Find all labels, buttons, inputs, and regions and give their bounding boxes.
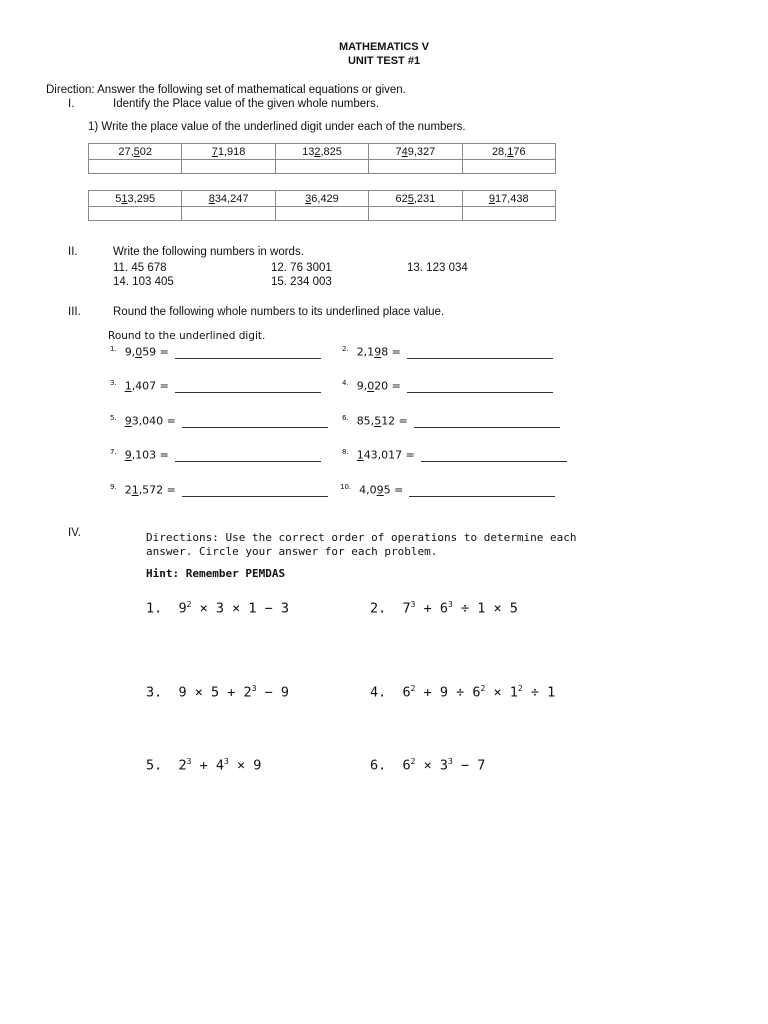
list-item: 11. 45 678 [113, 262, 167, 274]
problem-3: 3. $9 \times 5 + 2^3 - 9$ [146, 684, 290, 701]
answer-line[interactable] [182, 485, 328, 497]
table-cell: 132,825 [275, 144, 368, 160]
rounding-item: $^{3.}$ 1,407 = [110, 379, 321, 393]
part3-subheading: Round to the underlined digit. [108, 330, 266, 342]
part4-directions: Directions: Use the correct order of operations to determine each [146, 531, 577, 544]
list-item: 15. 234 003 [271, 276, 332, 288]
part1-numeral: I. [68, 98, 75, 110]
page-title: MATHEMATICS V [338, 41, 430, 53]
part4-numeral: IV. [68, 527, 82, 539]
problem-6: 6. $6^2 \times 3^3 - 7$ [370, 757, 486, 774]
part3-heading: Round the following whole numbers to its underlined place value. [113, 306, 445, 318]
list-item: 14. 103 405 [113, 276, 174, 288]
table-cell: 28,176 [462, 144, 555, 160]
rounding-item: $^{10.}$ 4,095 = [340, 483, 555, 497]
answer-cell[interactable] [462, 160, 555, 174]
part2-numeral: II. [68, 246, 78, 258]
answer-cell[interactable] [182, 207, 275, 221]
table-cell: 27,502 [89, 144, 182, 160]
answer-line[interactable] [421, 450, 567, 462]
table-cell: 625,231 [369, 191, 462, 207]
answer-cell[interactable] [369, 160, 462, 174]
answer-cell[interactable] [275, 207, 368, 221]
answer-cell[interactable] [275, 160, 368, 174]
list-item: 13. 123 034 [407, 262, 468, 274]
rounding-item: $^{8.}$ 143,017 = [342, 448, 567, 462]
table-cell: 513,295 [89, 191, 182, 207]
part4-directions: answer. Circle your answer for each problem. [146, 545, 438, 558]
rounding-item: $^{7.}$ 9,103 = [110, 448, 321, 462]
rounding-item: $^{5.}$ 93,040 = [110, 414, 328, 428]
answer-cell[interactable] [462, 207, 555, 221]
answer-cell[interactable] [89, 160, 182, 174]
table-cell: 917,438 [462, 191, 555, 207]
answer-line[interactable] [407, 381, 553, 393]
part1-instruction: 1) Write the place value of the underlined digit under each of the numbers. [88, 121, 466, 133]
list-item: 12. 76 3001 [271, 262, 332, 274]
rounding-item: $^{9.}$ 21,572 = [110, 483, 328, 497]
problem-1: 1. $9^2 \times 3 \times 1 - 3$ [146, 600, 290, 617]
place-value-table-1 [88, 143, 556, 174]
place-value-table-2 [88, 190, 556, 221]
answer-line[interactable] [175, 381, 321, 393]
answer-cell[interactable] [369, 207, 462, 221]
rounding-item: $^{6.}$ 85,512 = [342, 414, 560, 428]
answer-line[interactable] [175, 347, 321, 359]
part3-numeral: III. [68, 306, 81, 318]
rounding-item: $^{4.}$ 9,020 = [342, 379, 553, 393]
part2-heading: Write the following numbers in words. [113, 246, 304, 258]
table-cell: 36,429 [275, 191, 368, 207]
table-cell: 71,918 [182, 144, 275, 160]
problem-2: 2. $7^3 + 6^3 \div 1 \times 5$ [370, 600, 518, 617]
answer-line[interactable] [407, 347, 553, 359]
answer-line[interactable] [409, 485, 555, 497]
answer-line[interactable] [182, 416, 328, 428]
answer-cell[interactable] [89, 207, 182, 221]
problem-5: 5. $2^3 + 4^3 \times 9$ [146, 757, 262, 774]
part1-heading: Identify the Place value of the given whole numbers. [113, 98, 379, 110]
general-direction: Direction: Answer the following set of mathematical equations or given. [46, 84, 406, 96]
rounding-item: $^{2.}$ 2,198 = [342, 345, 553, 359]
page-subtitle: UNIT TEST #1 [347, 55, 421, 67]
problem-4: 4. $6^2 + 9 \div 6^2 \times 1^2 \div 1$ [370, 684, 556, 701]
table-cell: 834,247 [182, 191, 275, 207]
table-cell: 749,327 [369, 144, 462, 160]
answer-cell[interactable] [182, 160, 275, 174]
answer-line[interactable] [414, 416, 560, 428]
answer-line[interactable] [175, 450, 321, 462]
hint: Hint: Remember PEMDAS [146, 567, 286, 580]
rounding-item: $^{1.}$ 9,059 = [110, 345, 321, 359]
